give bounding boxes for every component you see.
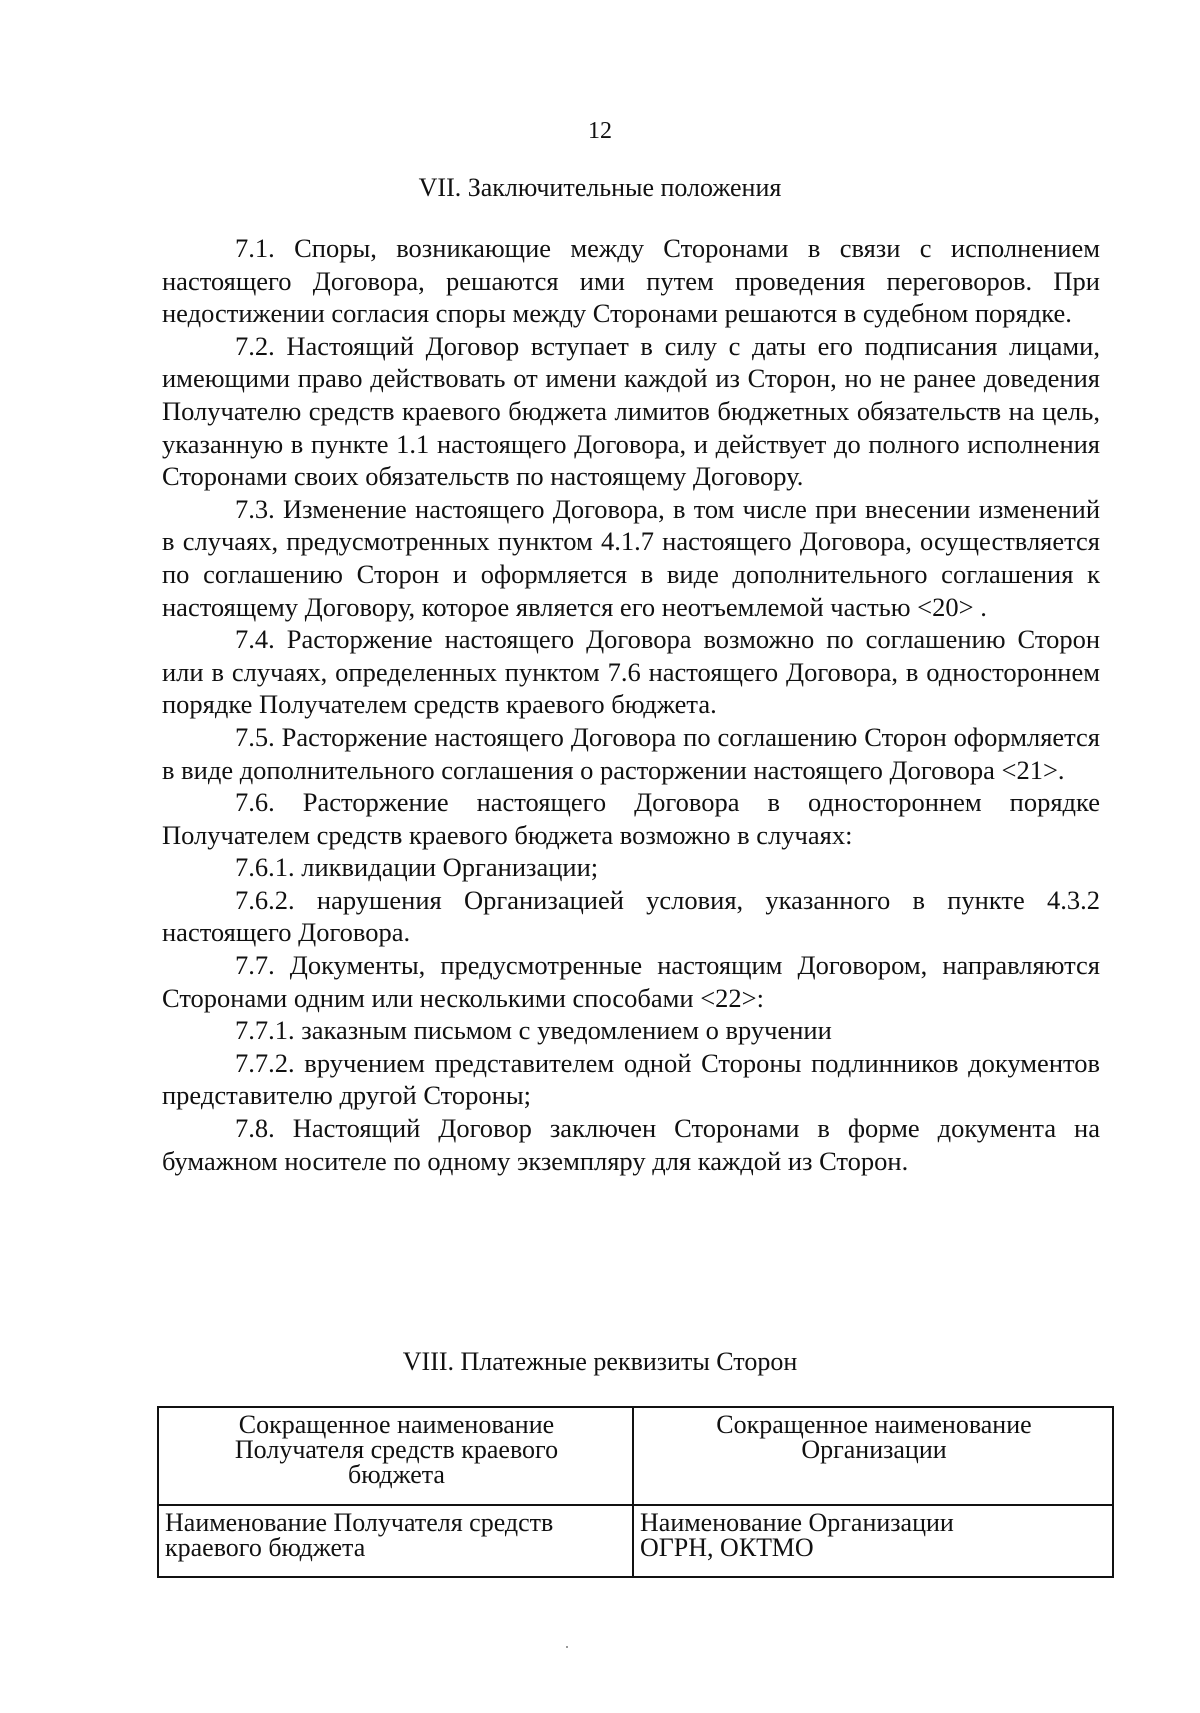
section-7-body (162, 232, 1100, 1177)
section-7-title: VII. Заключительные положения (418, 173, 782, 202)
row-left-line-2: краевого бюджета (165, 1533, 366, 1562)
scan-speck (566, 1646, 568, 1648)
paragraph-7-1: 7.1. Споры, возникающие между Сторонами в связи с исполнением настоящего Договора, решаются ими путем проведения переговоров. При недостижении согласия споры между Сторонами решаются в судебном порядке. (162, 233, 1100, 329)
row-right-line-2: ОГРН, ОКТМО (640, 1533, 814, 1562)
paragraph-7-6-1: 7.6.1. ликвидации Организации; (235, 852, 599, 883)
organization-name-cell (633, 1505, 1113, 1577)
paragraph-7-6: 7.6. Расторжение настоящего Договора в одностороннем порядке Получателем средств краевого бюджета возможно в случаях: (162, 787, 1100, 850)
paragraph-7-5: 7.5. Расторжение настоящего Договора по соглашению Сторон оформляется в виде дополнительного соглашения о расторжении настоящего Договора <21>. (162, 721, 1100, 785)
header-left-line-3: бюджета (348, 1460, 445, 1489)
section-8-title: VIII. Платежные реквизиты Сторон (402, 1347, 798, 1376)
header-right-line-2: Организации (801, 1435, 947, 1464)
recipient-name-cell (158, 1505, 633, 1577)
row-left-line-1: Наименование Получателя средств (165, 1508, 554, 1537)
header-left-line-1: Сокращенное наименование (238, 1410, 555, 1439)
paragraph-7-2: 7.2. Настоящий Договор вступает в силу с даты его подписания лицами, имеющими право действовать от имени каждой из Сторон, но не ранее доведения Получателю средств краевого бюджета лимитов бюджетных обязательств на цель, указанную в пункте 1.1 настоящего Договора, и действует до полного исполнения Сторонами своих обязательств по настоящему Договору. (162, 330, 1100, 492)
table-row (158, 1505, 1113, 1577)
header-left-line-2: Получателя средств краевого (234, 1435, 559, 1464)
paragraph-7-3: 7.3. Изменение настоящего Договора, в том числе при внесении изменений в случаях, предусмотренных пунктом 4.1.7 настоящего Договора, осуществляется по соглашению Сторон и оформляется в виде дополнительного соглашения к настоящему Договору, которое является его неотъемлемой частью <20> . (162, 493, 1100, 622)
page-number: 12 (588, 118, 612, 144)
paragraph-7-4: 7.4. Расторжение настоящего Договора возможно по соглашению Сторон или в случаях, определенных пунктом 7.6 настоящего Договора, в одностороннем порядке Получателем средств краевого бюджета. (162, 624, 1100, 720)
recipient-short-name-header (158, 1407, 633, 1505)
paragraph-7-6-2: 7.6.2. нарушения Организацией условия, указанного в пункте 4.3.2 настоящего Договора. (162, 884, 1100, 948)
payment-details-table (157, 1406, 1114, 1578)
paragraph-7-7-2: 7.7.2. вручением представителем одной Стороны подлинников документов представителю другой Стороны; (162, 1047, 1100, 1111)
row-right-line-1: Наименование Организации (640, 1508, 954, 1537)
paragraph-7-8: 7.8. Настоящий Договор заключен Сторонами в форме документа на бумажном носителе по одному экземпляру для каждой из Сторон. (162, 1113, 1100, 1176)
organization-short-name-header (633, 1407, 1113, 1505)
header-right-line-1: Сокращенное наименование (716, 1410, 1032, 1439)
paragraph-7-7: 7.7. Документы, предусмотренные настоящим Договором, направляются Сторонами одним или несколькими способами <22>: (162, 950, 1100, 1013)
table-header-row (158, 1407, 1113, 1505)
paragraph-7-7-1: 7.7.1. заказным письмом с уведомлением о вручении (235, 1015, 832, 1046)
